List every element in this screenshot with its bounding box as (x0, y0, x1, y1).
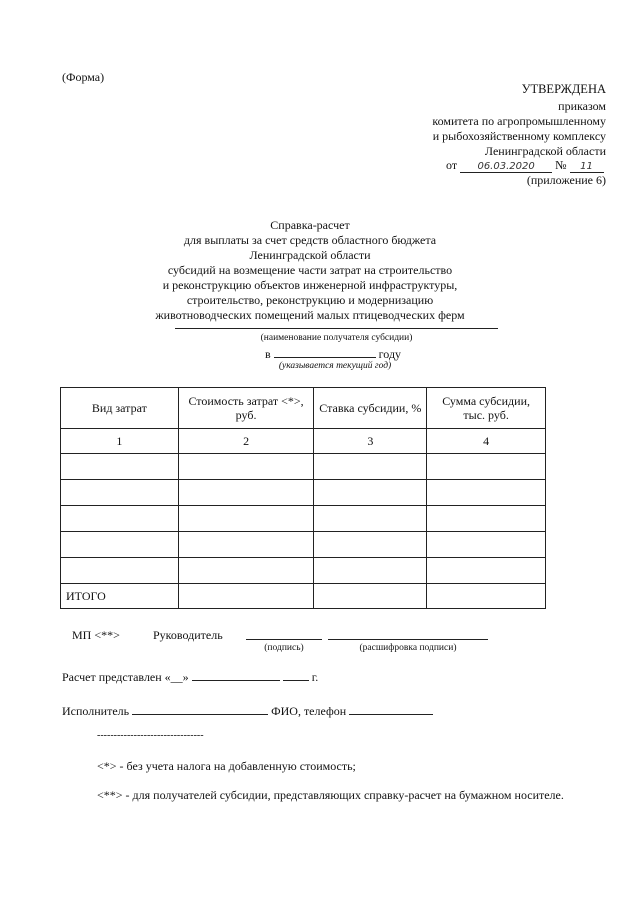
executor-field[interactable] (132, 703, 268, 715)
title-line: животноводческих помещений малых птицеводческих ферм (155, 308, 465, 322)
table-cell[interactable] (314, 480, 427, 506)
table-cell[interactable] (314, 506, 427, 532)
table-cell[interactable] (314, 558, 427, 584)
table-cell[interactable] (427, 506, 546, 532)
year-prefix: в (265, 347, 271, 361)
date-field[interactable]: 06.03.2020 (460, 161, 552, 173)
title-line: Справка-расчет (270, 218, 350, 232)
column-number: 4 (427, 429, 546, 454)
cost-table (60, 387, 546, 609)
header-cell: Вид затрат (61, 388, 179, 429)
footnote-paper: <**> - для получателей субсидии, представляющих справку-расчет на бумажном носителе. (97, 788, 564, 802)
table-cell[interactable] (178, 584, 314, 609)
approval-line: Ленинградской области (484, 144, 606, 158)
table-cell[interactable] (61, 506, 179, 532)
table-row (61, 480, 546, 506)
column-number: 1 (61, 429, 179, 454)
appendix-label: (приложение 6) (526, 173, 606, 187)
table-row (61, 532, 546, 558)
table-cell[interactable] (314, 584, 427, 609)
approval-title: УТВЕРЖДЕНА (521, 82, 606, 96)
contact-label: ФИО, телефон (271, 704, 347, 718)
footnote-vat: <*> - без учета налога на добавленную стоимость; (97, 759, 356, 773)
signature-caption: (подпись) (264, 643, 304, 653)
table-row (61, 558, 546, 584)
title-line: строительство, реконструкцию и модернизацию (186, 293, 434, 307)
table-cell[interactable] (427, 558, 546, 584)
executor-label: Исполнитель (62, 704, 130, 718)
approval-line: приказом (558, 99, 606, 113)
title-line: для выплаты за счет средств областного бюджета (183, 233, 437, 247)
table-row (61, 454, 546, 480)
decoding-field[interactable] (328, 639, 488, 640)
column-number: 3 (314, 429, 427, 454)
column-number: 2 (178, 429, 314, 454)
total-row (61, 584, 546, 609)
recipient-name-field[interactable] (175, 328, 498, 329)
table-header-row (61, 388, 546, 429)
table-cell[interactable] (427, 454, 546, 480)
title-line: и реконструкцию объектов инженерной инфраструктуры, (162, 278, 458, 292)
table-cell[interactable] (427, 584, 546, 609)
presented-year-field[interactable] (283, 669, 309, 681)
year-caption: (указывается текущий год) (278, 361, 392, 371)
table-cell[interactable] (427, 480, 546, 506)
recipient-caption: (наименование получателя субсидии) (260, 333, 413, 343)
title-line: Ленинградской области (249, 248, 371, 262)
table-cell[interactable] (314, 454, 427, 480)
stamp-label: МП <**> (72, 628, 120, 642)
year-suffix: году (378, 347, 402, 361)
presented-row (62, 669, 318, 685)
table-cell[interactable] (178, 480, 314, 506)
signature-field[interactable] (246, 639, 322, 640)
approval-date-row (446, 158, 604, 173)
approval-line: комитета по агропромышленному (432, 114, 606, 128)
number-prefix: № (555, 158, 567, 172)
table-cell[interactable] (61, 480, 179, 506)
number-field[interactable]: 11 (570, 161, 604, 173)
executor-row (62, 703, 433, 719)
table-cell[interactable] (61, 454, 179, 480)
year-field[interactable] (274, 346, 376, 358)
decoding-caption: (расшифровка подписи) (359, 643, 457, 653)
header-cell: Сумма субсидии, тыс. руб. (427, 388, 546, 429)
table-cell[interactable] (61, 532, 179, 558)
form-label: (Форма) (62, 70, 105, 84)
column-number-row (61, 429, 546, 454)
date-prefix: от (446, 158, 458, 172)
table-cell[interactable] (178, 454, 314, 480)
presented-month-field[interactable] (192, 669, 280, 681)
table-row (61, 506, 546, 532)
head-label: Руководитель (153, 628, 223, 642)
table-cell[interactable] (178, 532, 314, 558)
table-cell[interactable] (61, 558, 179, 584)
title-line: субсидий на возмещение части затрат на строительство (167, 263, 453, 277)
approval-line: и рыбохозяйственному комплексу (432, 129, 606, 143)
total-label: ИТОГО (61, 584, 179, 609)
table-cell[interactable] (314, 532, 427, 558)
header-cell: Стоимость затрат <*>, руб. (178, 388, 314, 429)
footnote-separator: -------------------------------- (97, 730, 204, 741)
table-cell[interactable] (427, 532, 546, 558)
year-row (265, 346, 401, 362)
table-cell[interactable] (178, 558, 314, 584)
presented-suffix: г. (311, 670, 319, 684)
table-cell[interactable] (178, 506, 314, 532)
header-cell: Ставка субсидии, % (314, 388, 427, 429)
presented-prefix: Расчет представлен «__» (62, 670, 189, 684)
phone-field[interactable] (349, 703, 433, 715)
